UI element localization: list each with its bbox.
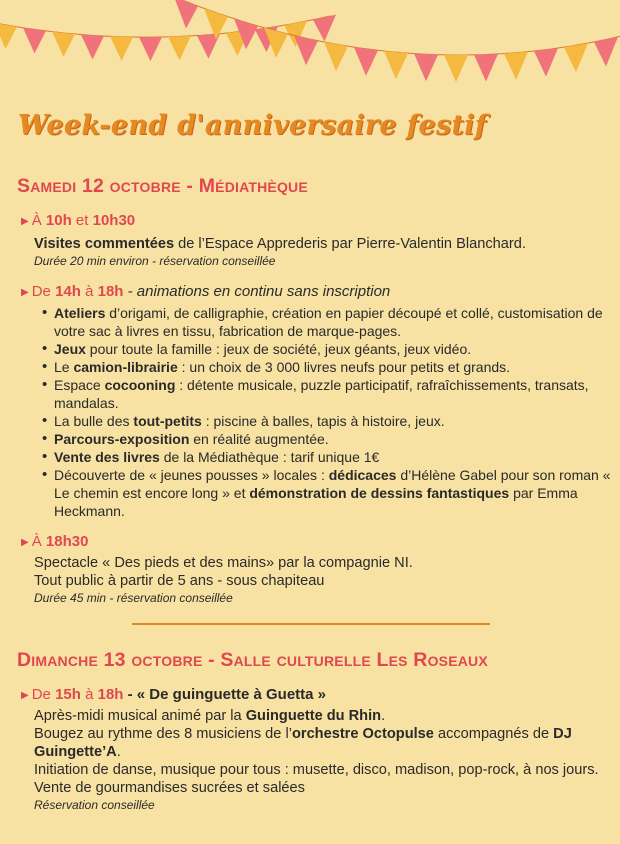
bunting-flag [564, 43, 588, 72]
event-time: ▶ De 14h à 18h - animations en continu sans inscription [21, 283, 391, 300]
event-description: Visites commentées de l’Espace Apprederis par Pierre-Valentin Blanchard. [34, 236, 526, 252]
bunting-flag [0, 23, 17, 49]
bunting-flag [534, 48, 558, 77]
bunting-flag [414, 54, 438, 82]
bunting-flag [110, 36, 133, 61]
bunting-flag [594, 37, 618, 67]
event-time: ▶ À 10h et 10h30 [21, 212, 136, 229]
event-description: Spectacle « Des pieds et des mains» par la compagnie NI. [34, 555, 413, 571]
bunting-flag [168, 36, 191, 61]
list-item: • Jeux pour toute la famille : jeux de société, jeux géants, jeux vidéo. [54, 340, 612, 358]
play-triangle-icon: ▶ [21, 216, 29, 227]
event-note: Durée 45 min - réservation conseillée [34, 591, 233, 605]
bunting-flag [81, 35, 104, 60]
event-show [21, 533, 612, 606]
bunting-flag [384, 51, 408, 79]
event-description: Vente de gourmandises sucrées et salées [34, 780, 305, 796]
event-description: Initiation de danse, musique pour tous : musette, disco, madison, pop-rock, à nos jours. [34, 762, 599, 778]
event-audience: Tout public à partir de 5 ans - sous chapiteau [34, 573, 325, 589]
event-time: ▶ À 18h30 [21, 533, 89, 550]
bunting-flag [52, 32, 75, 57]
day-heading-sunday: Dimanche 13 octobre - Salle culturelle Les Roseaux [17, 649, 488, 671]
list-item: • La bulle des tout-petits : piscine à balles, tapis à histoire, jeux. [54, 412, 612, 430]
list-item: • Découverte de « jeunes pousses » locales : dédicaces d’Hélène Gabel pour son roman « Le chemin est encore long » et démonstration de dessins fantastiques par Emma Heckmann. [54, 466, 612, 520]
day-heading-saturday: Samedi 12 octobre - Médiathèque [17, 175, 308, 197]
event-description: Bougez au rythme des 8 musiciens de l’orchestre Octopulse accompagnés de DJ Guingette’A. [34, 726, 572, 760]
event-guinguette [21, 686, 612, 813]
activity-list [21, 304, 612, 520]
list-item: • Vente des livres de la Médiathèque : tarif unique 1€ [54, 448, 612, 466]
bunting-flag [23, 28, 46, 54]
bunting-flag [474, 54, 498, 82]
list-item: • Ateliers d’origami, de calligraphie, création en papier découpé et collé, customisation de votre sac à livres en tissu, fabrication de marque-pages. [54, 304, 612, 340]
bunting-flag [354, 47, 378, 76]
event-guided-tours [21, 212, 612, 269]
list-item: • Espace cocooning : détente musicale, puzzle participatif, rafraîchissements, transats, mandalas. [54, 376, 612, 412]
event-note: Durée 20 min environ - réservation conseillée [34, 254, 276, 268]
bunting-flag [444, 55, 468, 82]
play-triangle-icon: ▶ [21, 287, 29, 298]
bunting-flag [139, 37, 162, 61]
bunting-flag [324, 42, 348, 71]
list-item: • Parcours-exposition en réalité augmentée. [54, 430, 612, 448]
section-divider [132, 623, 490, 625]
page-title: Week-end d'anniversaire festif [18, 110, 487, 141]
event-afternoon-activities [21, 283, 612, 520]
play-triangle-icon: ▶ [21, 690, 29, 701]
event-note: Réservation conseillée [34, 798, 155, 812]
event-time: ▶ De 15h à 18h - « De guinguette à Guetta » [21, 686, 326, 703]
play-triangle-icon: ▶ [21, 537, 29, 548]
bunting-flag [504, 52, 528, 80]
list-item: • Le camion-librairie : un choix de 3 000 livres neufs pour petits et grands. [54, 358, 612, 376]
event-description: Après-midi musical animé par la Guinguette du Rhin. [34, 708, 386, 724]
